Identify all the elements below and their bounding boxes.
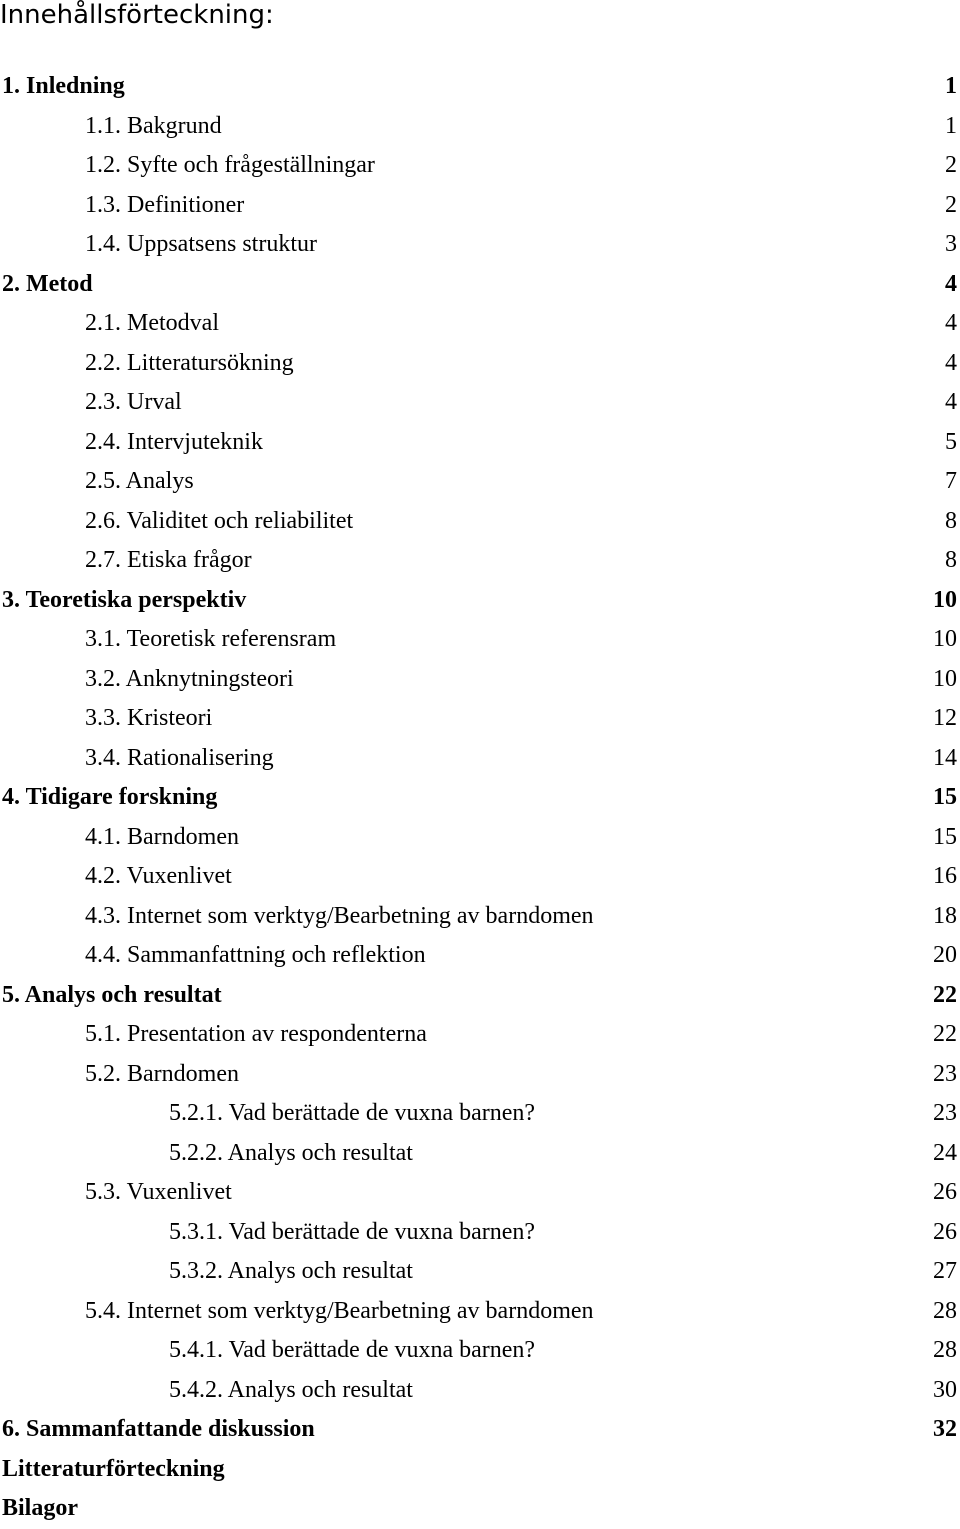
toc-entry-page-number: 5 xyxy=(945,428,957,455)
toc-entry-label: 5.4.2. Analys och resultat xyxy=(169,1376,413,1403)
toc-entry-page-number: 28 xyxy=(933,1337,957,1363)
toc-entry-page-number: 20 xyxy=(933,942,957,968)
toc-entry-label: 5. Analys och resultat xyxy=(2,981,222,1008)
toc-entry-page-number: 2 xyxy=(945,152,957,178)
toc-entry-page-number: 2 xyxy=(945,191,957,218)
toc-entry-label: 3.2. Anknytningsteori xyxy=(85,665,294,692)
toc-section-entry xyxy=(0,1015,960,1055)
toc-subsection-entry xyxy=(0,1213,960,1253)
toc-entry-page-number: 18 xyxy=(933,902,957,929)
toc-section-entry xyxy=(0,660,960,700)
toc-entry-label: 5.4.1. Vad berättade de vuxna barnen? xyxy=(169,1337,536,1363)
toc-entry-label: 2.1. Metodval xyxy=(85,310,219,336)
toc-chapter-entry xyxy=(0,778,960,818)
toc-entry-page-number: 3 xyxy=(945,231,957,257)
toc-entry-label: 4.4. Sammanfattning och reflektion xyxy=(85,942,426,968)
toc-entry-page-number: 1 xyxy=(945,73,957,99)
toc-section-entry xyxy=(0,818,960,858)
toc-entry-label: 4.2. Vuxenlivet xyxy=(85,863,232,889)
toc-section-entry xyxy=(0,462,960,502)
toc-entry-page-number: 4 xyxy=(945,270,957,297)
toc-entry-label: 2.7. Etiska frågor xyxy=(85,547,252,573)
toc-entry-label: 4.1. Barndomen xyxy=(85,823,239,850)
toc-section-entry xyxy=(0,304,960,344)
toc-section-entry xyxy=(0,383,960,423)
toc-subsection-entry xyxy=(0,1094,960,1134)
toc-appendix-entry xyxy=(0,1450,960,1490)
toc-entry-label: 6. Sammanfattande diskussion xyxy=(2,1416,315,1442)
toc-entry-label: 5.4. Internet som verktyg/Bearbetning av barndomen xyxy=(85,1297,594,1324)
toc-section-entry xyxy=(0,344,960,384)
toc-entry-label: 1.2. Syfte och frågeställningar xyxy=(85,152,375,178)
toc-entry-label: 1.3. Definitioner xyxy=(85,191,245,218)
toc-entry-label: 4. Tidigare forskning xyxy=(2,784,218,810)
toc-entry-page-number: 10 xyxy=(933,665,957,692)
toc-section-entry xyxy=(0,699,960,739)
toc-entry-label: 5.2.1. Vad berättade de vuxna barnen? xyxy=(169,1100,536,1126)
toc-subsection-entry xyxy=(0,1331,960,1371)
toc-entry-page-number: 10 xyxy=(933,586,957,613)
toc-entry-label: 2. Metod xyxy=(2,270,93,297)
toc-entry-page-number: 23 xyxy=(933,1100,957,1126)
toc-section-entry xyxy=(0,1173,960,1213)
toc-entry-page-number: 23 xyxy=(933,1060,957,1087)
toc-section-entry xyxy=(0,1055,960,1095)
toc-entry-label: 3. Teoretiska perspektiv xyxy=(2,586,247,613)
toc-entry-page-number: 30 xyxy=(933,1376,957,1403)
toc-entry-label: 2.4. Intervjuteknik xyxy=(85,428,263,455)
toc-entry-page-number: 4 xyxy=(945,310,957,336)
toc-section-entry xyxy=(0,186,960,226)
toc-entry-label: 1. Inledning xyxy=(2,73,125,99)
toc-entry-label: 3.1. Teoretisk referensram xyxy=(85,626,337,652)
table-of-contents xyxy=(0,67,960,1529)
toc-entry-label: 5.3.1. Vad berättade de vuxna barnen? xyxy=(169,1218,536,1245)
toc-section-entry xyxy=(0,620,960,660)
toc-entry-label: 1.4. Uppsatsens struktur xyxy=(85,231,317,257)
toc-entry-page-number: 15 xyxy=(933,823,957,850)
toc-chapter-entry xyxy=(0,1410,960,1450)
toc-entry-label: 3.4. Rationalisering xyxy=(85,744,274,771)
toc-entry-page-number: 26 xyxy=(933,1179,957,1205)
toc-entry-page-number: 26 xyxy=(933,1218,957,1245)
toc-entry-label: 5.3.2. Analys och resultat xyxy=(169,1258,413,1284)
toc-entry-page-number: 27 xyxy=(933,1258,957,1284)
toc-entry-page-number: 16 xyxy=(933,863,957,889)
toc-entry-label: 1.1. Bakgrund xyxy=(85,112,222,139)
toc-subsection-entry xyxy=(0,1371,960,1411)
toc-entry-page-number: 22 xyxy=(933,1021,957,1047)
toc-section-entry xyxy=(0,225,960,265)
toc-entry-label: 3.3. Kristeori xyxy=(85,705,213,731)
toc-section-entry xyxy=(0,502,960,542)
toc-entry-label: 2.5. Analys xyxy=(85,468,194,494)
toc-section-entry xyxy=(0,423,960,463)
toc-chapter-entry xyxy=(0,265,960,305)
toc-section-entry xyxy=(0,1292,960,1332)
toc-chapter-entry xyxy=(0,67,960,107)
toc-entry-page-number: 10 xyxy=(933,626,957,652)
toc-entry-page-number: 32 xyxy=(933,1416,957,1442)
toc-entry-label: 2.3. Urval xyxy=(85,389,182,415)
toc-entry-label: 2.6. Validitet och reliabilitet xyxy=(85,507,354,534)
toc-entry-label: 2.2. Litteratursökning xyxy=(85,349,294,376)
toc-entry-label: Litteraturförteckning xyxy=(2,1455,225,1482)
toc-section-entry xyxy=(0,146,960,186)
toc-chapter-entry xyxy=(0,976,960,1016)
toc-entry-label: 4.3. Internet som verktyg/Bearbetning av barndomen xyxy=(85,902,594,929)
toc-entry-page-number: 8 xyxy=(945,507,957,534)
toc-entry-page-number: 7 xyxy=(945,468,957,494)
toc-entry-page-number: 4 xyxy=(945,349,957,376)
toc-entry-page-number: 4 xyxy=(945,389,957,415)
toc-entry-page-number: 28 xyxy=(933,1297,957,1324)
toc-section-entry xyxy=(0,541,960,581)
toc-entry-page-number: 8 xyxy=(945,547,957,573)
toc-chapter-entry xyxy=(0,581,960,621)
toc-subsection-entry xyxy=(0,1252,960,1292)
toc-entry-label: 5.3. Vuxenlivet xyxy=(85,1179,232,1205)
toc-entry-page-number: 1 xyxy=(945,112,957,139)
toc-entry-label: 5.1. Presentation av respondenterna xyxy=(85,1021,427,1047)
toc-entry-label: 5.2.2. Analys och resultat xyxy=(169,1139,413,1166)
toc-entry-page-number: 24 xyxy=(933,1139,957,1166)
toc-subsection-entry xyxy=(0,1134,960,1174)
toc-entry-label: 5.2. Barndomen xyxy=(85,1060,239,1087)
toc-entry-label: Bilagor xyxy=(2,1495,78,1521)
toc-entry-page-number: 12 xyxy=(933,705,957,731)
toc-entry-page-number: 14 xyxy=(933,744,957,771)
toc-entry-page-number: 22 xyxy=(933,981,957,1008)
toc-heading: Innehållsförteckning: xyxy=(0,0,274,30)
toc-section-entry xyxy=(0,897,960,937)
toc-section-entry xyxy=(0,857,960,897)
toc-section-entry xyxy=(0,936,960,976)
toc-section-entry xyxy=(0,739,960,779)
toc-entry-page-number: 15 xyxy=(933,784,957,810)
toc-section-entry xyxy=(0,107,960,147)
